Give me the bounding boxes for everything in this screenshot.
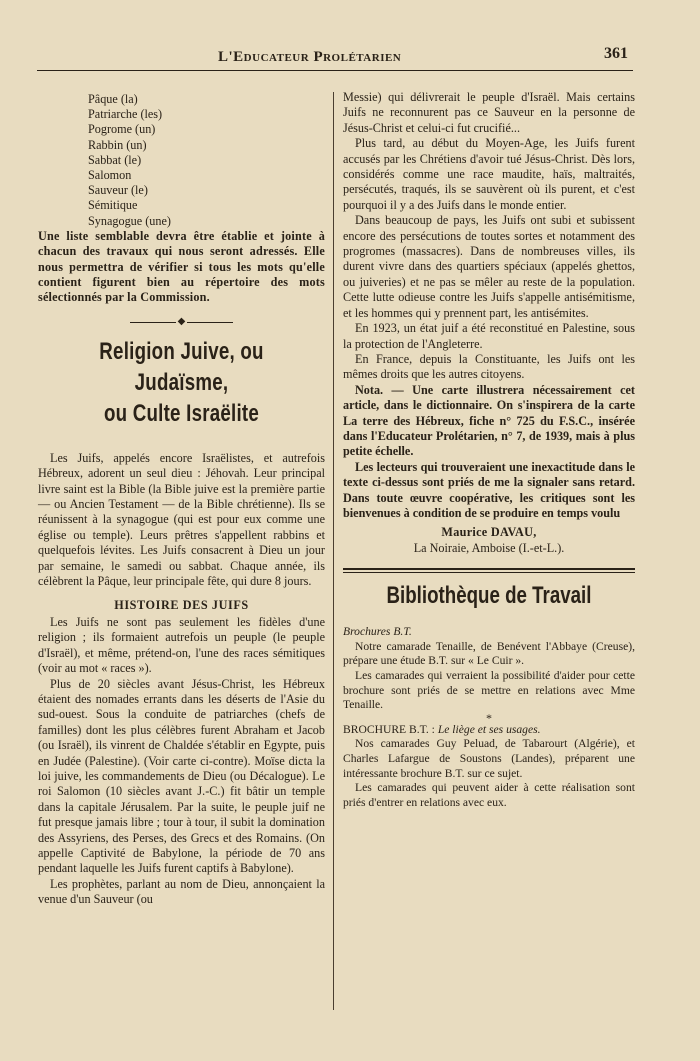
article-title [70, 336, 294, 429]
paragraph: Les Juifs ne sont pas seulement les fidèles d'une religion ; ils formaient autrefois un peuple (le peuple d'Israël), et même, prétend-on, l'une des races sémitiques (voir au mot « races »). [38, 614, 325, 676]
glossary-item: Pâque (la) [88, 92, 138, 106]
glossary-item: Sauveur (le) [88, 183, 148, 198]
note-paragraph: Nota. — Une carte illustrera nécessairement cet article, dans le dictionnaire. On s'inspirera de la carte La terre des Hébreux, fiche n° 725 du F.S.C., insérée dans l'Educateur Prolétarien, n° 7, de 1939, mais à plus petite échelle. [343, 382, 635, 459]
article-title-line: Religion Juive, ou Judaïsme, [99, 337, 264, 396]
bib-paragraph: Les camarades qui verraient la possibilité d'aider pour cette brochure sont priés de se mettre en relations avec Mme Tenaille. [343, 668, 635, 712]
diamond-icon: ◆ [177, 316, 186, 328]
paragraph: Les prophètes, parlant au nom de Dieu, annonçaient la venue d'un Sauveur (ou [38, 876, 325, 907]
right-column [343, 90, 635, 810]
glossary-item: Sabbat (le) [88, 152, 142, 167]
bib-subject: Le liège et ses usages. [437, 722, 541, 736]
paragraph: Les Juifs, appelés encore Israëlistes, et autrefois Hébreux, adorent un seul dieu : Jéhovah. Leur principal livre saint est la Bible (la Bible juive est la première partie — ou Ancien Testament — de la Bible chrétienne). Ils se réunissent à la synagogue (qui est pour eux comme une église ou temple). Leurs prêtres s'appellent rabbins et quelquefois lévites. Les Juifs consacrent à Dieu un jour par semaine, le samedi ou sabbat. Chaque année, ils célèbrent la Pâque, leur principale fête, qui dure 8 jours. [38, 450, 325, 589]
ornament-divider [38, 314, 325, 328]
bib-section [343, 625, 635, 810]
bib-label: Brochures B.T. [343, 625, 412, 639]
readers-paragraph: Les lecteurs qui trouveraient une inexactitude dans le texte ci-dessus sont priés de me la signaler sans retard. Dans toute œuvre coopérative, les critiques sont les bienvenues à condition de se produire en temps voulu [343, 459, 635, 520]
glossary-item: Pogrome (un) [88, 122, 156, 137]
paragraph: En France, depuis la Constituante, les Juifs ont les mêmes droits que les autres citoyens. [343, 351, 635, 382]
glossary-list [38, 92, 325, 229]
glossary-item: Synagogue (une) [88, 213, 171, 228]
section-heading: HISTOIRE DES JUIFS [114, 597, 249, 612]
bib-label: BROCHURE B.T. : [343, 722, 435, 736]
left-column [38, 92, 325, 908]
section-title: Bibliothèque de Travail [386, 582, 592, 610]
author-location: La Noiraie, Amboise (I.-et-L.). [413, 540, 565, 555]
page-number: 361 [604, 45, 628, 62]
bib-paragraph: Les camarades qui peuvent aider à cette réalisation sont priés d'entrer en relations avec eux. [343, 781, 635, 809]
author-name: Maurice DAVAU, [441, 525, 537, 540]
bib-paragraph: Notre camarade Tenaille, de Benévent l'Abbaye (Creuse), prépare une étude B.T. sur « Le Cuir ». [343, 639, 635, 668]
glossary-item: Rabbin (un) [88, 137, 147, 152]
bib-label-line [343, 723, 635, 738]
glossary-item: Salomon [88, 168, 132, 183]
bib-paragraph: Nos camarades Guy Peluad, de Tabarourt (Algérie), et Charles Lafargue de Soustons (Landes), préparent une intéressante brochure B.T. sur ce sujet. [343, 737, 635, 780]
paragraph: En 1923, un état juif a été reconstitué en Palestine, sous la protection de l'Angleterre. [343, 321, 635, 351]
glossary-item: Patriarche (les) [88, 107, 163, 122]
section-double-rule [343, 568, 635, 573]
notice-text: Une liste semblable devra être établie et jointe à chacun des travaux qui nous seront adressés. Elle nous permettra de vérifier si tous les mots qu'elle contient figurent bien au répertoire des mots sélectionnés par la Commission. [38, 228, 325, 305]
paragraph: Plus de 20 siècles avant Jésus-Christ, les Hébreux étaient des nomades errants dans les déserts de l'Asie du sud-ouest. Sous la conduite de patriarches (chefs de familles) dont les plus célèbres furent Abraham et Jacob (ou Israël), ils vinrent de Chaldée s'établir en Egypte, puis en Judée (Palestine). (Voir carte ci-contre). Moïse dicta la loi juive, les commandements de Dieu (ou Décalogue). Le roi Salomon (10 siècles avant J.-C.) fit bâtir un temple dans la capitale Jérusalem. Par la suite, le peuple juif ne fut presque jamais libre ; tour à tour, il subit la domination des Assyriens, des Perses, des Grecs et des Romains. (On appelle Captivité de Babylone, la période de 70 ans pendant laquelle les Juifs furent captifs à Babylone). [38, 676, 325, 876]
header-rule [37, 70, 633, 71]
star-separator: * [486, 710, 492, 725]
paragraph: Plus tard, au début du Moyen-Age, les Juifs furent accusés par les Chrétiens d'avoir tué Jésus-Christ. Dès lors, considérés comme une race maudite, haïs, maltraités, persécutés, traqués, ils se sauvèrent où ils purent, et c'est pourquoi il y a des Juifs dans le monde entier. [343, 136, 635, 212]
column-divider [333, 92, 334, 1010]
paragraph: Messie) qui délivrerait le peuple d'Israël. Mais certains Juifs ne reconnurent pas ce Sauveur en la personne de Jésus-Christ et celui-ci fut crucifié... [343, 90, 635, 135]
article-title-line: ou Culte Israëlite [103, 399, 260, 427]
journal-title: L'Educateur Prolétarien [218, 49, 402, 65]
paragraph: Dans beaucoup de pays, les Juifs ont subi et subissent encore des persécutions de toutes sortes et notamment des progromes (massacres). Dans de nombreuses villes, ils durent vivre dans des quartiers spéciaux (appelés ghettos, ou juiveries) et ne pas se mêler au reste de la population. Cette lutte odieuse contre les Juifs s'appelle antisémitisme, et les hommes qui y prennent part, les antisémites. [343, 213, 635, 320]
glossary-item: Sémitique [88, 198, 138, 213]
